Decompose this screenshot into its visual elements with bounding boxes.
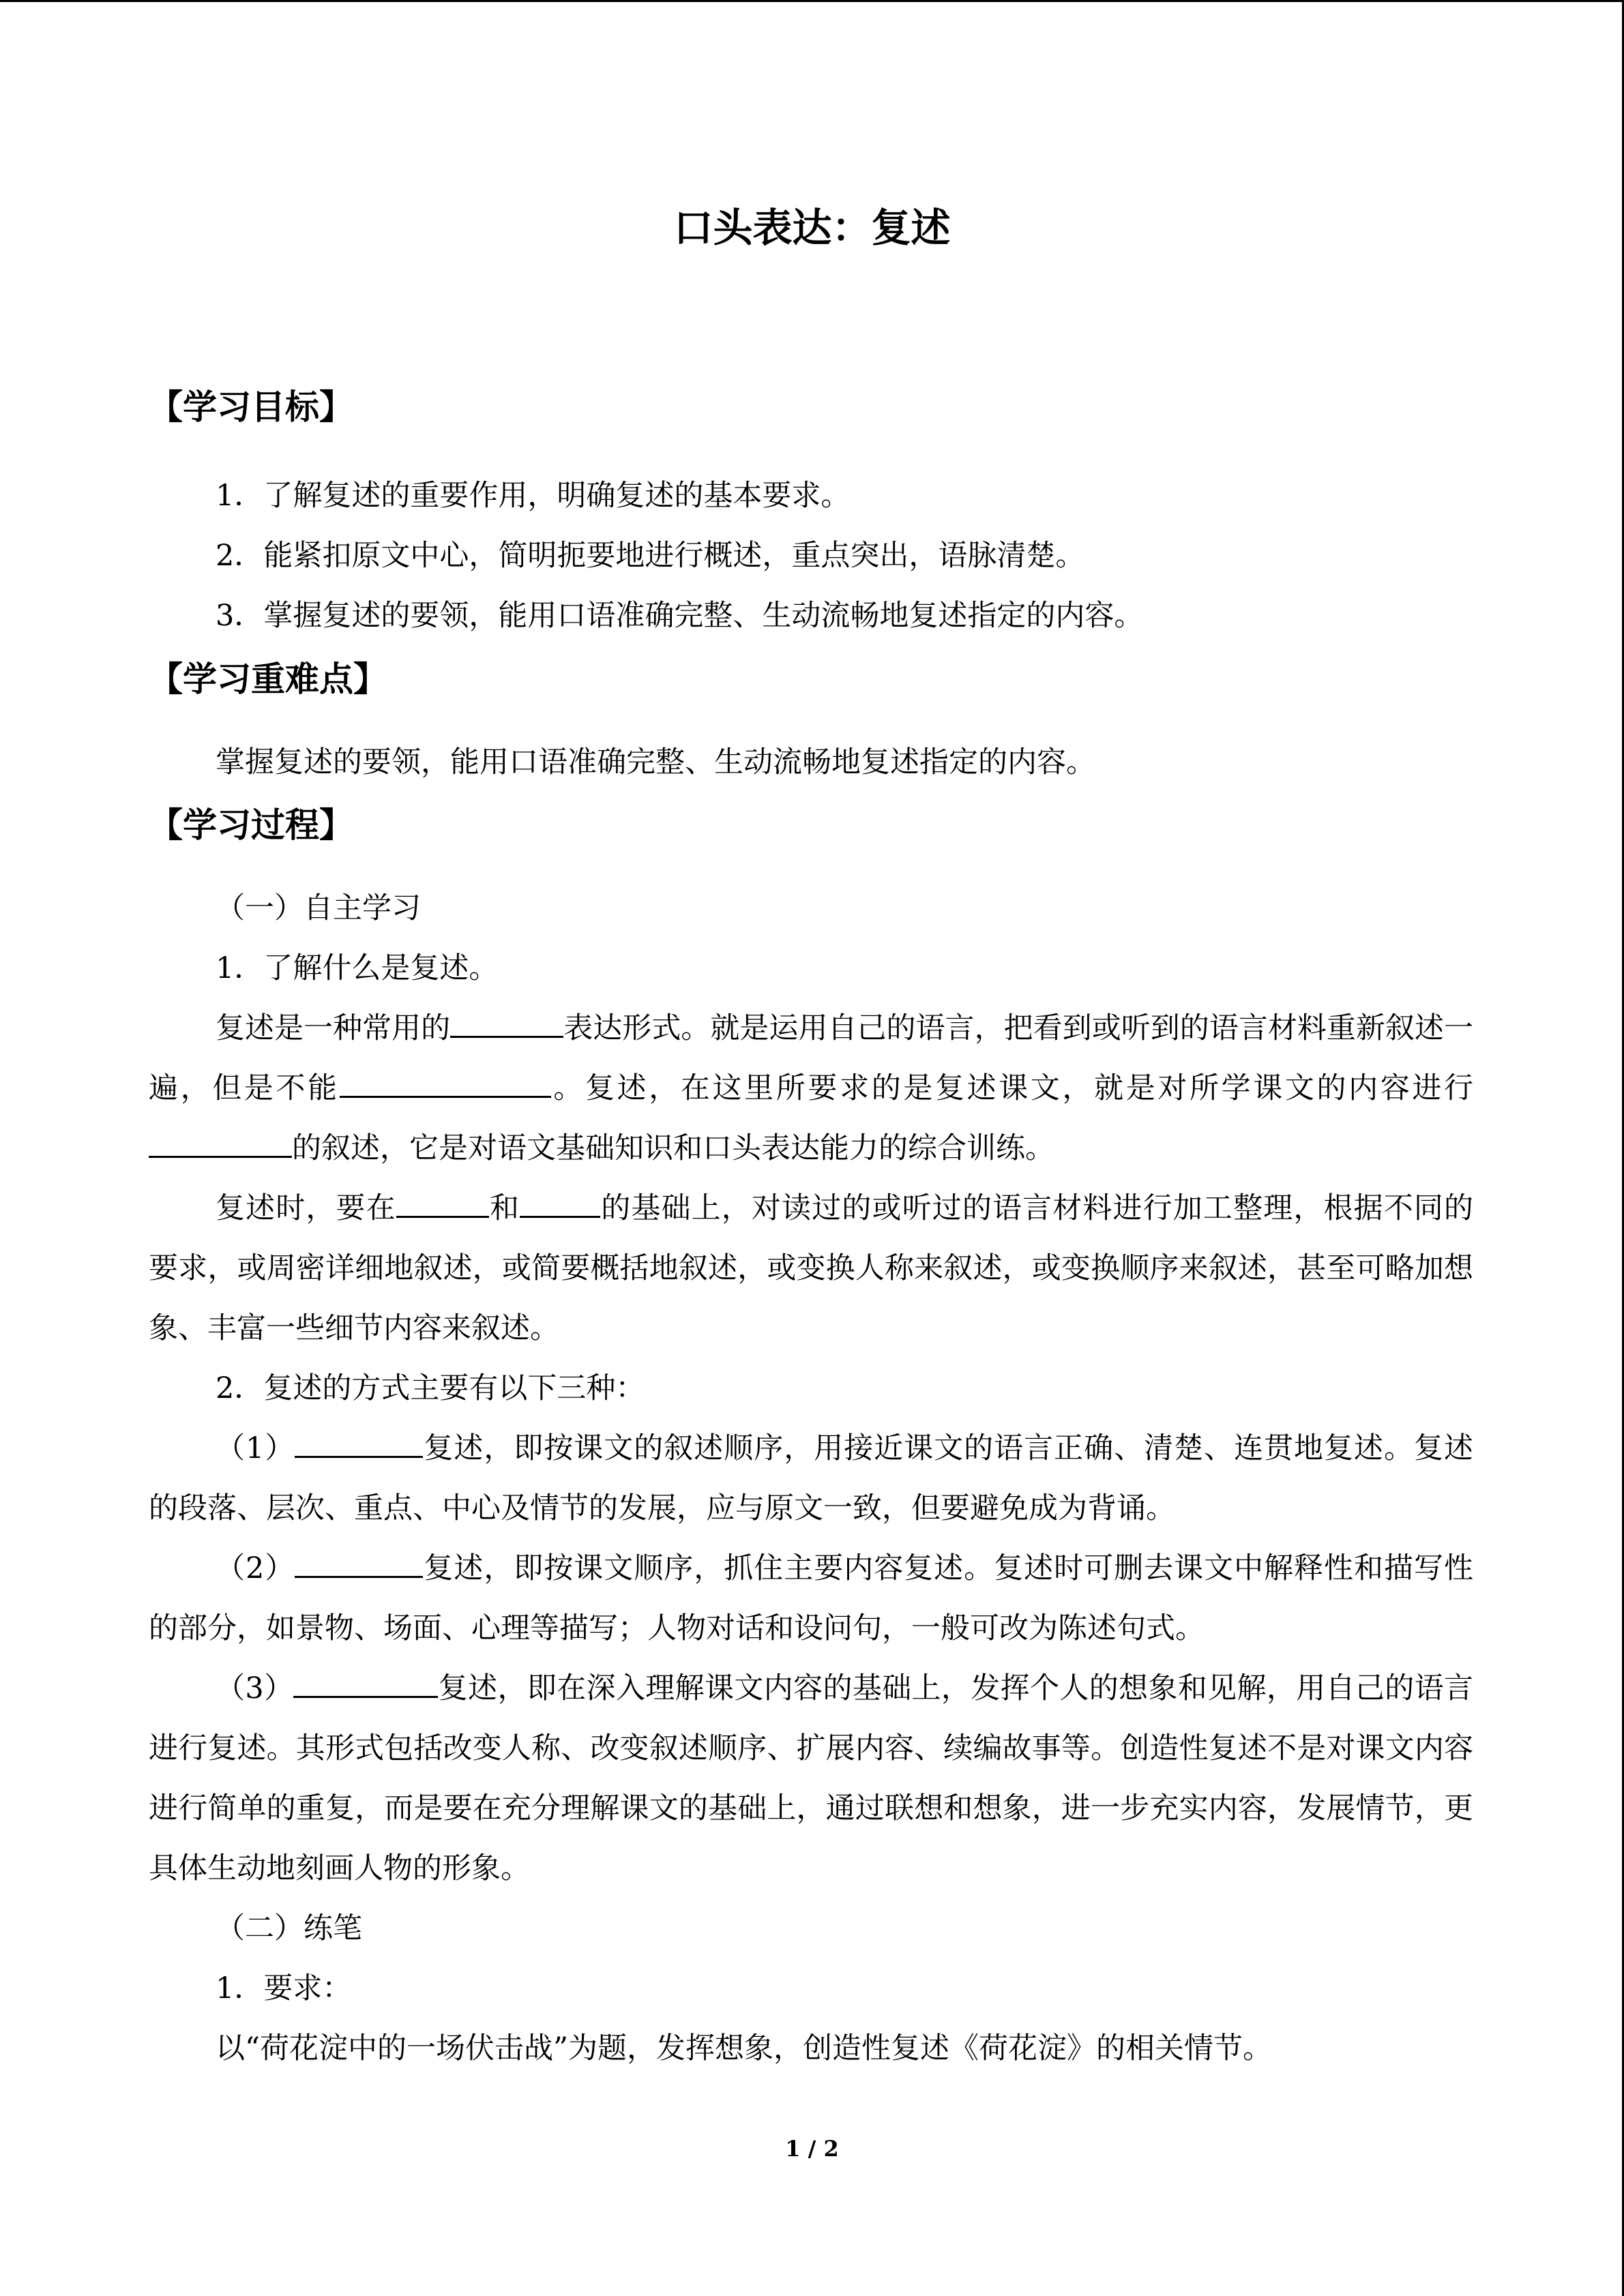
definition-text-3: 。复述，在这里所要求的是复述课文，就是对所学课文的内容进行 bbox=[550, 1071, 1474, 1105]
goal-item-2: 2．能紧扣原文中心，简明扼要地进行概述，重点突出，语脉清楚。 bbox=[216, 539, 1085, 573]
goal-item-1: 1．了解复述的重要作用，明确复述的基本要求。 bbox=[216, 479, 851, 513]
part1-heading: （一）自主学习 bbox=[216, 891, 421, 925]
fill-blank-2[interactable] bbox=[340, 1064, 551, 1098]
requirement-paragraph bbox=[149, 1178, 1473, 1358]
fill-blank-7[interactable] bbox=[295, 1545, 423, 1578]
key-points-text: 掌握复述的要领，能用口语准确完整、生动流畅地复述指定的内容。 bbox=[216, 745, 1095, 779]
mode-2-label: （2） bbox=[216, 1551, 295, 1585]
fill-blank-1[interactable] bbox=[450, 1004, 563, 1038]
process-item-2: 2．复述的方式主要有以下三种： bbox=[216, 1371, 645, 1405]
requirement-label: 1．要求： bbox=[216, 1971, 352, 2006]
fill-blank-4[interactable] bbox=[396, 1184, 489, 1218]
process-item-1: 1．了解什么是复述。 bbox=[216, 951, 499, 985]
requirement-text-3: 的基础上，对读过的或听过的语言材料进行加工整理，根据不同的要求，或周密详细地叙述，或简要概括地叙述，或变换人称来叙述，或变换顺序来叙述，甚至可略加想象、丰富一些细节内容来叙述。 bbox=[149, 1191, 1474, 1345]
mode-1-text: 复述，即按课文的叙述顺序，用接近课文的语言正确、清楚、连贯地复述。复述的段落、层次、重点、中心及情节的发展，应与原文一致，但要避免成为背诵。 bbox=[149, 1431, 1474, 1525]
requirement-task: 以“荷花淀中的一场伏击战”为题，发挥想象，创造性复述《荷花淀》的相关情节。 bbox=[216, 2031, 1272, 2066]
definition-text-1: 复述是一种常用的 bbox=[216, 1011, 451, 1045]
part2-heading: （二）练笔 bbox=[216, 1911, 362, 1945]
mode-3-text: 复述，即在深入理解课文内容的基础上，发挥个人的想象和见解，用自己的语言进行复述。其形式包括改变人称、改变叙述顺序、扩展内容、续编故事等。创造性复述不是对课文内容进行简单的重复，而是要在充分理解课文的基础上，通过联想和想象，进一步充实内容，发展情节，更具体生动地刻画人物的形象。 bbox=[149, 1671, 1474, 1885]
definition-text-4: 的叙述，它是对语文基础知识和口头表达能力的综合训练。 bbox=[292, 1131, 1054, 1165]
page-title: 口头表达：复述 bbox=[673, 205, 951, 251]
mode-1-paragraph bbox=[149, 1418, 1473, 1538]
fill-blank-6[interactable] bbox=[295, 1425, 423, 1458]
mode-3-label: （3） bbox=[216, 1671, 294, 1705]
definition-text-2: 表达形式。就是运用自己的语言，把看到或听到的语言材料重新叙述一遍，但是不能 bbox=[149, 1011, 1474, 1105]
goal-item-3: 3．掌握复述的要领，能用口语准确完整、生动流畅地复述指定的内容。 bbox=[216, 599, 1144, 633]
mode-1-label: （1） bbox=[216, 1431, 295, 1465]
requirement-text-1: 复述时，要在 bbox=[216, 1191, 396, 1225]
fill-blank-3[interactable] bbox=[149, 1124, 292, 1158]
heading-key-points: 【学习重难点】 bbox=[149, 659, 387, 699]
heading-learning-process: 【学习过程】 bbox=[149, 805, 353, 845]
mode-3-paragraph bbox=[149, 1658, 1473, 1898]
mode-2-text: 复述，即按课文顺序，抓住主要内容复述。复述时可删去课文中解释性和描写性的部分，如景物、场面、心理等描写；人物对话和设问句，一般可改为陈述句式。 bbox=[149, 1551, 1474, 1645]
requirement-text-2: 和 bbox=[488, 1191, 520, 1225]
fill-blank-8[interactable] bbox=[293, 1665, 438, 1698]
mode-2-paragraph bbox=[149, 1538, 1473, 1658]
page-number: 1 / 2 bbox=[785, 2136, 839, 2162]
heading-learning-goals: 【学习目标】 bbox=[149, 387, 353, 427]
definition-paragraph bbox=[149, 998, 1473, 1178]
fill-blank-5[interactable] bbox=[520, 1184, 600, 1218]
